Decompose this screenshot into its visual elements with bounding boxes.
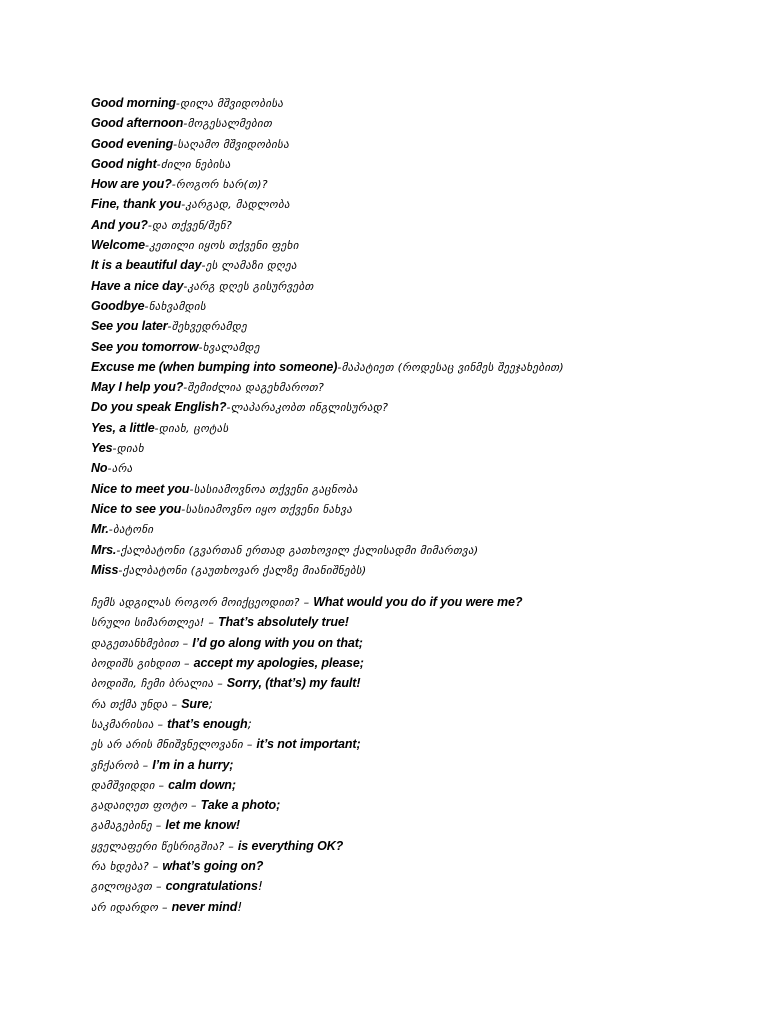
georgian-phrase: სრული სიმართლეა! – [91, 616, 218, 630]
english-phrase: Yes, a little [91, 420, 155, 435]
english-phrase: May I help you? [91, 380, 184, 395]
phrase-line [91, 458, 751, 478]
phrase-line [91, 694, 751, 714]
english-phrase: Good night [91, 156, 157, 171]
georgian-translation: -კარგ დღეს გისურვებთ [183, 279, 314, 293]
english-phrase: Nice to meet you [91, 481, 190, 496]
phrase-line [91, 540, 751, 560]
phrase-line [91, 397, 751, 417]
english-translation: Sorry, (that’s) my fault! [226, 676, 361, 691]
georgian-translation: -ეს ლამაზი დღეა [201, 259, 297, 273]
phrase-line [91, 714, 751, 734]
english-translation: is everything OK? [237, 838, 344, 853]
trailing-punctuation: ! [237, 898, 243, 914]
english-phrase: Excuse me (when bumping into someone) [91, 359, 338, 374]
phrase-line [91, 876, 751, 896]
english-translation: That’s absolutely true! [217, 615, 349, 630]
phrase-line [91, 836, 751, 856]
phrase-line [91, 337, 751, 357]
phrase-line [91, 815, 751, 835]
phrase-list-english-georgian [91, 93, 751, 580]
english-phrase: How are you? [91, 177, 172, 192]
georgian-translation: -შეხვედრამდე [167, 320, 248, 334]
english-phrase: See you tomorrow [91, 339, 199, 354]
phrase-line [91, 856, 751, 876]
georgian-translation: -მაპატიეთ (როდესაც ვინმეს შეეჯახებით) [337, 360, 565, 374]
georgian-translation: -კეთილი იყოს თქვენი ფეხი [144, 239, 299, 253]
english-phrase: Do you speak English? [91, 400, 227, 415]
phrase-line [91, 479, 751, 499]
english-translation: congratulations [165, 879, 258, 894]
phrase-line [91, 653, 751, 673]
phrase-line [91, 418, 751, 438]
english-phrase: Good evening [91, 136, 174, 151]
georgian-phrase: არ იდარდო – [91, 900, 172, 914]
trailing-punctuation: ! [257, 878, 263, 894]
phrase-line [91, 357, 751, 377]
georgian-translation: -დიახ, ცოტას [154, 421, 229, 435]
phrase-line [91, 296, 751, 316]
georgian-translation: -სასიამოვნოა თქვენი გაცნობა [189, 482, 358, 496]
phrase-line [91, 113, 751, 133]
english-translation: calm down; [168, 777, 236, 792]
english-translation: let me know! [165, 818, 240, 833]
phrase-line [91, 612, 751, 632]
english-phrase: And you? [91, 217, 148, 232]
english-phrase: Mrs. [91, 542, 117, 557]
georgian-phrase: გადაიღეთ ფოტო – [91, 799, 201, 813]
english-phrase: Miss [91, 562, 119, 577]
phrase-line [91, 519, 751, 539]
phrase-line [91, 377, 751, 397]
georgian-translation: -შემიძლია დაგეხმაროთ? [183, 381, 325, 395]
georgian-phrase: დამშვიდდი – [91, 778, 169, 792]
georgian-translation: -ქალბატონი (გვართან ერთად გათხოვილ ქალისადმი მიმართვა) [116, 543, 479, 557]
georgian-phrase: ყველაფერი წესრიგშია? – [91, 839, 238, 853]
georgian-translation: -კარგად, მადლობა [181, 198, 290, 212]
english-translation: it’s not important; [256, 737, 361, 752]
georgian-phrase: ბოდიშს გიხდით – [91, 657, 194, 671]
georgian-phrase: საკმარისია – [91, 717, 168, 731]
phrase-line [91, 795, 751, 815]
english-translation: accept my apologies, please; [193, 656, 364, 671]
english-phrase: See you later [91, 319, 168, 334]
phrase-line [91, 255, 751, 275]
georgian-translation: -დიახ [112, 442, 144, 456]
trailing-punctuation: ; [208, 695, 213, 711]
georgian-phrase: ეს არ არის მნიშვნელოვანი – [91, 738, 257, 752]
georgian-phrase: ბოდიში, ჩემი ბრალია – [91, 677, 227, 691]
phrase-line [91, 673, 751, 693]
phrase-line [91, 134, 751, 154]
phrase-line [91, 235, 751, 255]
phrase-line [91, 560, 751, 580]
english-translation: what’s going on? [162, 858, 264, 873]
phrase-line [91, 438, 751, 458]
english-translation: that’s enough [167, 716, 248, 731]
document-page [91, 93, 751, 917]
english-phrase: Nice to see you [91, 501, 182, 516]
english-phrase: Yes [91, 441, 113, 456]
english-phrase: Fine, thank you [91, 197, 182, 212]
georgian-translation: -ქალბატონი (გაუთხოვარ ქალზე მიანიშნებს) [118, 563, 367, 577]
phrase-list-georgian-english [91, 592, 751, 917]
georgian-translation: -ლაპარაკობთ ინგლისურად? [226, 401, 389, 415]
phrase-line [91, 215, 751, 235]
phrase-line [91, 499, 751, 519]
phrase-line [91, 734, 751, 754]
english-phrase: It is a beautiful day [91, 258, 202, 273]
english-phrase: Goodbye [91, 298, 145, 313]
phrase-line [91, 93, 751, 113]
georgian-translation: -სასიამოვნო იყო თქვენი ნახვა [181, 502, 353, 516]
georgian-translation: -როგორ ხარ(თ)? [171, 178, 268, 192]
phrase-line [91, 775, 751, 795]
english-phrase: No [91, 461, 108, 476]
english-phrase: Good morning [91, 96, 176, 110]
phrase-line [91, 897, 751, 917]
english-phrase: Mr. [91, 522, 109, 537]
english-phrase: Good afternoon [91, 116, 184, 131]
georgian-translation: -დილა მშვიდობისა [175, 97, 284, 110]
phrase-line [91, 316, 751, 336]
georgian-phrase: დაგეთანხმებით – [91, 636, 193, 650]
english-translation: Sure [181, 696, 209, 711]
georgian-translation: -ნახვამდის [144, 299, 206, 313]
section-gap [91, 580, 751, 592]
georgian-translation: -ბატონი [108, 523, 154, 537]
phrase-line [91, 194, 751, 214]
phrase-line [91, 276, 751, 296]
english-translation: I’m in a hurry; [152, 757, 234, 772]
phrase-line [91, 755, 751, 775]
georgian-translation: -არა [107, 462, 133, 476]
english-translation: I’d go along with you on that; [192, 635, 363, 650]
georgian-translation: -და თქვენ/შენ? [147, 218, 233, 232]
georgian-phrase: გამაგებინე – [91, 819, 166, 833]
georgian-translation: -ხვალამდე [198, 340, 260, 354]
english-phrase: Have a nice day [91, 278, 184, 293]
georgian-translation: -საღამო მშვიდობისა [173, 137, 290, 151]
georgian-phrase: რა ხდება? – [91, 859, 163, 873]
georgian-phrase: ჩემს ადგილას როგორ მოიქცეოდით? – [91, 596, 314, 610]
georgian-translation: -ძილი ნებისა [156, 157, 231, 171]
english-phrase: Welcome [91, 238, 145, 253]
trailing-punctuation: ; [247, 715, 252, 731]
english-translation: Take a photo; [200, 798, 281, 813]
english-translation: What would you do if you were me? [313, 595, 523, 610]
georgian-translation: -მოგესალმებით [183, 117, 273, 131]
phrase-line [91, 633, 751, 653]
phrase-line [91, 592, 751, 612]
georgian-phrase: გილოცავთ – [91, 880, 166, 894]
phrase-line [91, 174, 751, 194]
phrase-line [91, 154, 751, 174]
georgian-phrase: ვჩქარობ – [91, 758, 153, 772]
english-translation: never mind [171, 899, 238, 914]
georgian-phrase: რა თქმა უნდა – [91, 697, 182, 711]
